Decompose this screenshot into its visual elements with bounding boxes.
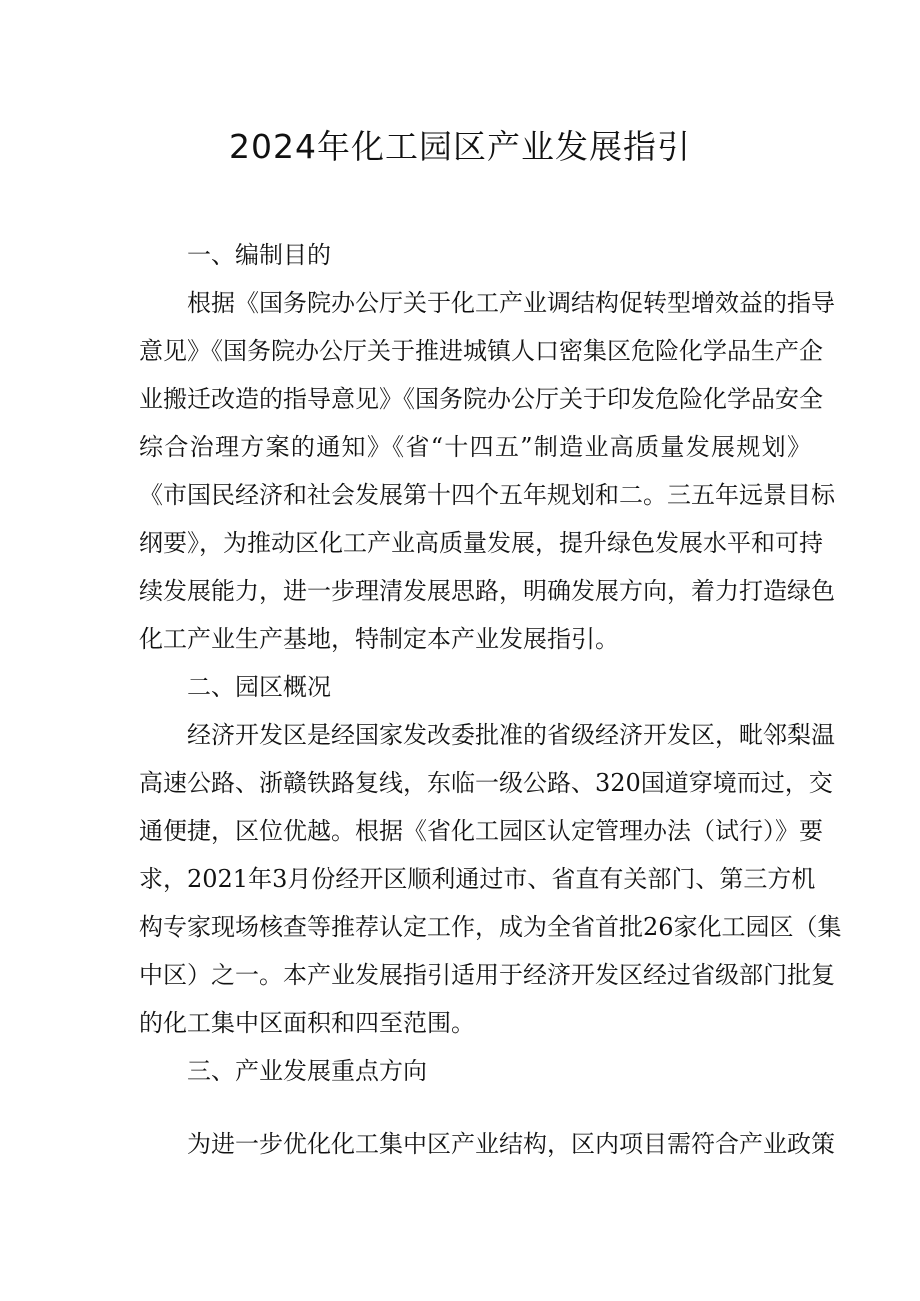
section-heading-key-directions: 三、产业发展重点方向 xyxy=(187,1057,427,1085)
paragraph-line: 为进一步优化化工集中区产业结构，区内项目需符合产业政策 xyxy=(187,1130,835,1158)
paragraph-line: 构专家现场核查等推荐认定工作，成为全省首批26家化工园区（集 xyxy=(139,913,842,941)
paragraph-line: 化工产业生产基地，特制定本产业发展指引。 xyxy=(139,625,619,653)
section-heading-overview: 二、园区概况 xyxy=(187,673,331,701)
paragraph-line: 业搬迁改造的指导意见》《国务院办公厅关于印发危险化学品安全 xyxy=(139,385,823,413)
document-title: 2024年化工园区产业发展指引 xyxy=(229,127,691,166)
section-heading-purpose: 一、编制目的 xyxy=(187,241,331,269)
paragraph-line: 根据《国务院办公厅关于化工产业调结构促转型增效益的指导 xyxy=(187,289,835,317)
paragraph-line: 中区）之一。本产业发展指引适用于经济开发区经过省级部门批复 xyxy=(139,961,835,989)
paragraph-line: 经济开发区是经国家发改委批准的省级经济开发区，毗邻梨温 xyxy=(187,721,835,749)
paragraph-line: 纲要》，为推动区化工产业高质量发展，提升绿色发展水平和可持 xyxy=(139,529,823,557)
paragraph-line: 意见》《国务院办公厅关于推进城镇人口密集区危险化学品生产企 xyxy=(139,337,823,365)
paragraph-line: 的化工集中区面积和四至范围。 xyxy=(139,1009,475,1037)
paragraph-line: 续发展能力，进一步理清发展思路，明确发展方向，着力打造绿色 xyxy=(139,577,835,605)
paragraph-line: 通便捷，区位优越。根据《省化工园区认定管理办法（试行）》要 xyxy=(139,817,823,845)
paragraph-line: 综合治理方案的通知》《省“十四五”制造业高质量发展规划》 xyxy=(139,433,811,461)
paragraph-line: 《市国民经济和社会发展第十四个五年规划和二。三五年远景目标 xyxy=(139,481,835,509)
paragraph-line: 求，2021年3月份经开区顺利通过市、省直有关部门、第三方机 xyxy=(139,865,816,893)
paragraph-line: 高速公路、浙赣铁路复线，东临一级公路、320国道穿境而过，交 xyxy=(139,769,833,797)
